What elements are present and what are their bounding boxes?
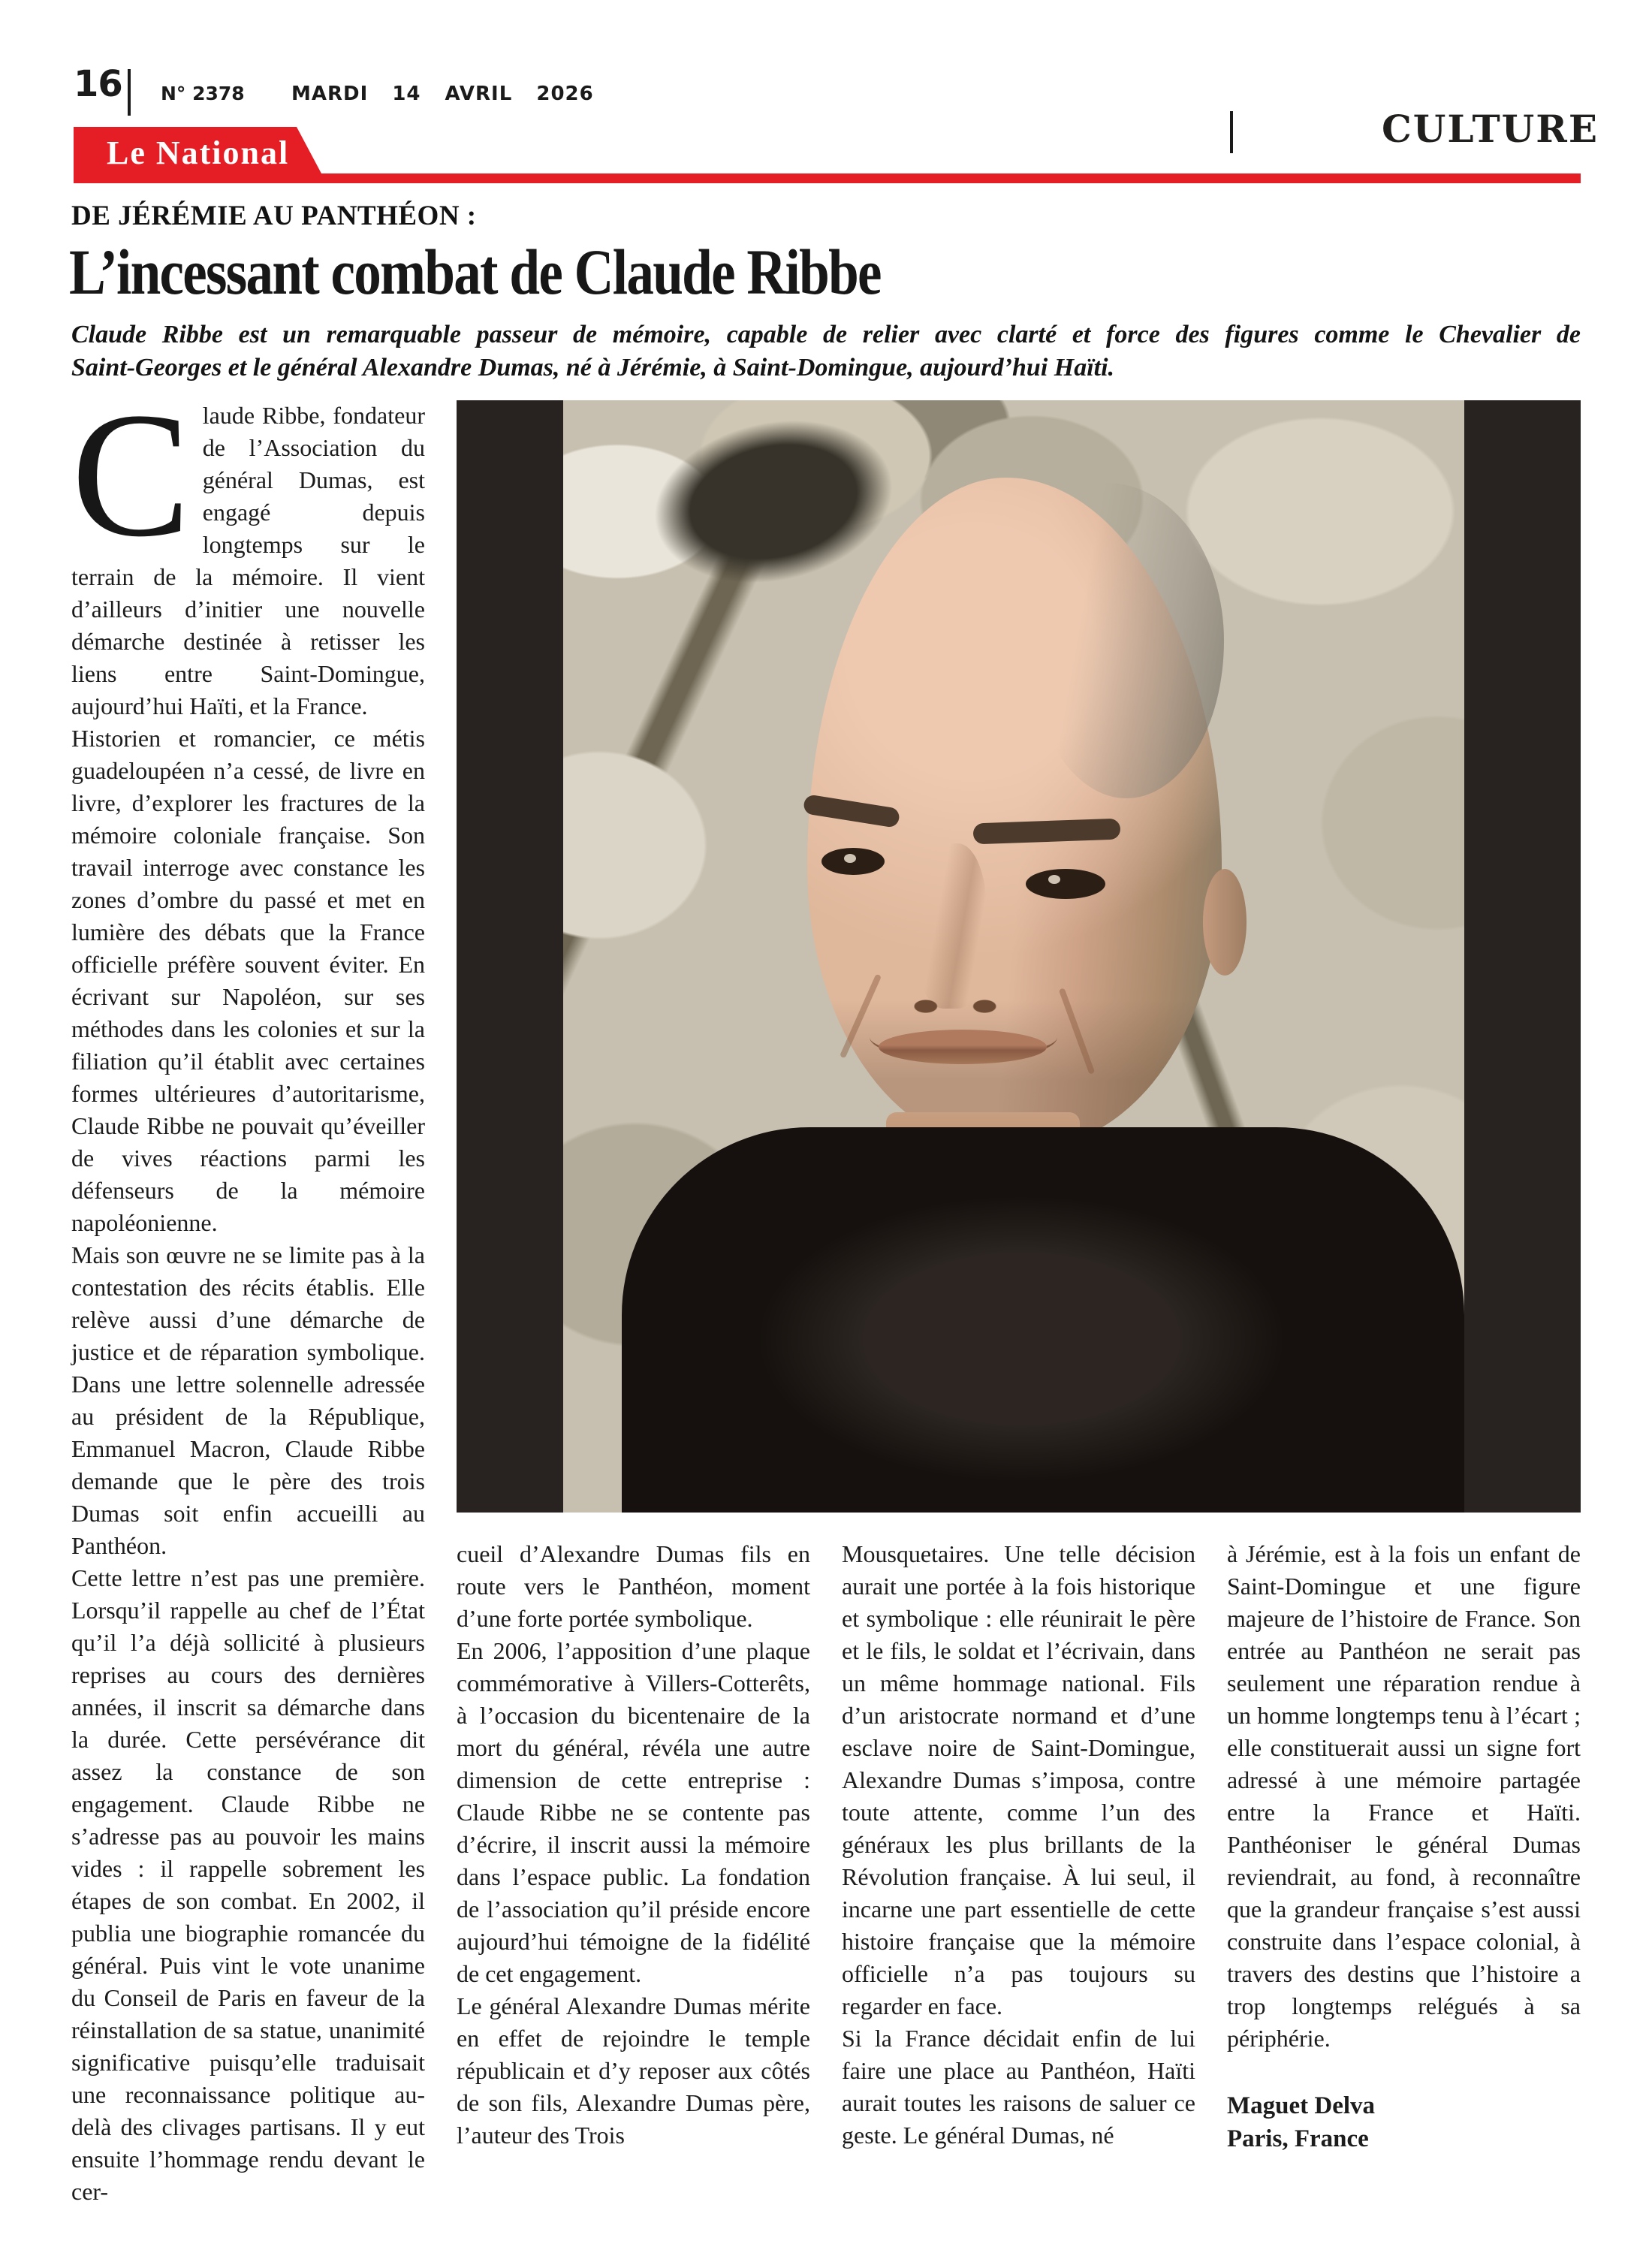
left-eye xyxy=(821,848,885,875)
standfirst xyxy=(71,318,1581,385)
nose xyxy=(915,843,987,1009)
headline: L’incessant combat de Claude Ribbe xyxy=(69,236,881,308)
article-column-4 xyxy=(1227,1538,1581,2155)
standfirst-line-2: Saint-Georges et le général Alexandre Dumas, né à Jérémie, à Saint-Domingue, aujourd’hui Haïti. xyxy=(71,354,1115,382)
paragraph: Mousquetaires. Une telle décision aurait une portée à la fois historique et symbolique : elle réunirait le père et le fils, le soldat et l’écrivain, dans un même hommage national. Fils d’un aristocrate normand et d’une esclave noire de Saint-Domingue, Alexandre Dumas s’imposa, contre toute attente, comme l’un des généraux les plus brillants de la Révolution française. À lui seul, il incarne une part essentielle de cette histoire française que la mémoire officielle n’a pas toujours su regarder en face. xyxy=(842,1540,1195,2019)
paragraph: Le général Alexandre Dumas mérite en effet de rejoindre le temple républicain et d’y reposer aux côtés de son fils, Alexandre Dumas père, l’auteur des Trois xyxy=(457,1992,810,2149)
right-ear xyxy=(1203,869,1247,976)
article-column-1 xyxy=(71,376,425,2208)
byline xyxy=(1227,2089,1581,2155)
masthead-banner xyxy=(71,124,1581,183)
paragraph: Si la France décidait enfin de lui faire une place au Panthéon, Haïti aurait toutes les raisons de saluer ce geste. Le général Dumas, né xyxy=(842,2025,1195,2149)
section-label: CULTURE xyxy=(1382,107,1599,151)
eye-glint xyxy=(1048,875,1060,884)
paragraph: Mais son œuvre ne se limite pas à la contestation des récits établis. Elle relève aussi d’une démarche de justice et de réparation symbolique. Dans une lettre solennelle adressée au président de la République, Emmanuel Macron, Claude Ribbe demande que le père des trois Dumas soit enfin accueilli au Panthéon. xyxy=(71,1241,425,1559)
edition-date: MARDI 14 AVRIL 2026 xyxy=(291,83,594,105)
portrait-stubble xyxy=(1029,483,1224,798)
paragraph: cueil d’Alexandre Dumas fils en route vers le Panthéon, moment d’une forte portée symbolique. xyxy=(457,1540,810,1632)
section-divider xyxy=(1230,111,1233,153)
standfirst-line-1: Claude Ribbe est un remarquable passeur de mémoire, capable de relier avec clarté et force des figures comme le Chevalier de xyxy=(71,321,1581,348)
tshirt-sheen xyxy=(758,1196,1284,1482)
article-column-3 xyxy=(842,1538,1195,2152)
page-number: 16 xyxy=(74,63,122,105)
article-column-2 xyxy=(457,1538,810,2152)
issue-number: N° 2378 xyxy=(161,83,245,104)
mouth xyxy=(879,1030,1047,1064)
kicker: DE JÉRÉMIE AU PANTHÉON : xyxy=(71,201,477,231)
stone-wall-background xyxy=(563,400,1464,1513)
paragraph: Cette lettre n’est pas une première. Lorsqu’il rappelle au chef de l’État qu’il l’a déjà sollicité à plusieurs reprises au cours des dernières années, il inscrit sa démarche dans la durée. Cette persévérance dit assez la constance de son engagement. Claude Ribbe ne s’adresse pas au pouvoir les mains vides : il rappelle sobrement les étapes de son combat. En 2002, il publia une biographie romancée du général. Puis vint le vote unanime du Conseil de Paris en faveur de la réinstallation de sa statue, unanimité significative puisqu’elle traduisait une reconnaissance politique au-delà des clivages partisans. Il y eut ensuite l’hommage rendu devant le cer- xyxy=(71,1564,425,2205)
eye-glint xyxy=(844,854,856,863)
byline-name: Maguet Delva xyxy=(1227,2092,1376,2119)
right-eye xyxy=(1026,869,1105,899)
drop-cap: C xyxy=(71,376,191,574)
byline-location: Paris, France xyxy=(1227,2125,1369,2152)
stone-shadow xyxy=(640,400,908,604)
page-number-divider xyxy=(128,69,131,116)
paragraph: Historien et romancier, ce métis guadeloupéen n’a cessé, de livre en livre, d’explorer les fractures de la mémoire coloniale française. Son travail interroge avec constance les zones d’ombre du passé et met en lumière des débats que la France officielle préfère souvent éviter. En écrivant sur Napoléon, sur ses méthodes dans les colonies et sur la filiation qu’il établit avec certaines formes ultérieures d’autoritarisme, Claude Ribbe ne pouvait qu’éveiller de vives réactions parmi les défenseurs de la mémoire napoléonienne. xyxy=(71,725,425,1236)
masthead-logo: Le National xyxy=(107,134,290,171)
portrait-photo xyxy=(457,400,1581,1513)
paragraph: En 2006, l’apposition d’une plaque commémorative à Villers-Cotterêts, à l’occasion du bicentenaire de la mort du général, révéla une autre dimension de cette entreprise : Claude Ribbe ne se contente pas d’écrire, il inscrit aussi la mémoire dans l’espace public. La fondation de l’association qu’il préside encore aujourd’hui témoigne de la fidélité de cet engagement. xyxy=(457,1637,810,1987)
paragraph: à Jérémie, est à la fois un enfant de Saint-Domingue et une figure majeure de l’histoire de France. Son entrée au Panthéon ne serait pas seulement une réparation rendue à un homme longtemps tenu à l’écart ; elle constituerait aussi un signe fort adressé à une mémoire partagée entre la France et Haïti. Panthéoniser le général Dumas reviendrait, au fond, à reconnaître que la grandeur française s’est aussi construite dans l’espace colonial, à travers des destins que l’histoire a trop longtemps relégués à sa périphérie. xyxy=(1227,1540,1581,2052)
paragraph: Claude Ribbe, fondateur de l’Association du général Dumas, est engagé depuis longtemps sur le terrain de la mémoire. Il vient d’ailleurs d’initier une nouvelle démarche destinée à retisser les liens entre Saint-Domingue, aujourd’hui Haïti, et la France. xyxy=(71,376,425,719)
